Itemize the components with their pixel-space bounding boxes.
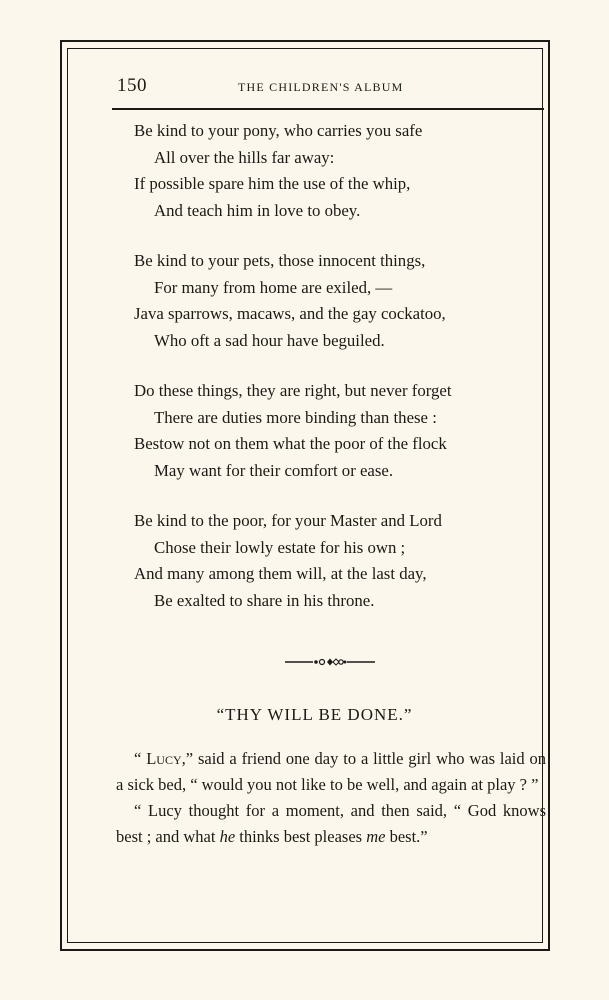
poem-line: All over the hills far away: xyxy=(154,147,335,167)
poem xyxy=(0,118,609,638)
poem-line: And many among them will, at the last day, xyxy=(134,564,427,583)
poem-line: Be kind to your pets, those innocent things, xyxy=(134,251,426,270)
emphasis-me: me xyxy=(366,827,386,846)
header-rule xyxy=(112,108,544,110)
poem-line: Do these things, they are right, but never forget xyxy=(134,381,452,400)
poem-line: Who oft a sad hour have beguiled. xyxy=(154,330,385,350)
poem-line: Be kind to the poor, for your Master and Lord xyxy=(134,511,442,530)
stanza xyxy=(0,508,609,614)
poem-line: If possible spare him the use of the whip, xyxy=(134,174,411,193)
stanza xyxy=(0,248,609,354)
poem-line: Java sparrows, macaws, and the gay cockatoo, xyxy=(134,304,446,323)
paragraph-text: “ Lucy thought for a moment, and then said, “ God knows best ; and what xyxy=(116,801,546,846)
running-head: THE CHILDREN'S ALBUM xyxy=(238,80,404,94)
section-title: “THY WILL BE DONE.” xyxy=(216,705,413,724)
page-number: 150 xyxy=(117,75,147,96)
name-lucy: Lucy xyxy=(146,749,182,768)
poem-line: Bestow not on them what the poor of the flock xyxy=(134,434,447,453)
paragraph-text: best.” xyxy=(385,827,428,846)
paragraph-text: ,” said a friend one day to a little girl who was laid on a sick bed, “ would you not like to be well, and again at play ? ” xyxy=(116,749,546,794)
stanza xyxy=(0,118,609,224)
poem-line: May want for their comfort or ease. xyxy=(154,460,394,480)
story-paragraph xyxy=(116,798,546,850)
quote-open: “ xyxy=(134,749,147,768)
poem-line: And teach him in love to obey. xyxy=(154,200,361,220)
emphasis-he: he xyxy=(219,827,236,846)
poem-line: Be kind to your pony, who carries you safe xyxy=(134,121,423,140)
story-text xyxy=(116,746,546,850)
stanza xyxy=(0,378,609,484)
poem-line: There are duties more binding than these : xyxy=(154,407,437,427)
section-ornament xyxy=(285,655,375,669)
poem-line: Be exalted to share in his throne. xyxy=(154,590,375,610)
poem-line: Chose their lowly estate for his own ; xyxy=(154,537,406,557)
story-paragraph xyxy=(116,746,546,798)
poem-line: For many from home are exiled, — xyxy=(154,277,393,297)
paragraph-text: thinks best pleases xyxy=(235,827,367,846)
